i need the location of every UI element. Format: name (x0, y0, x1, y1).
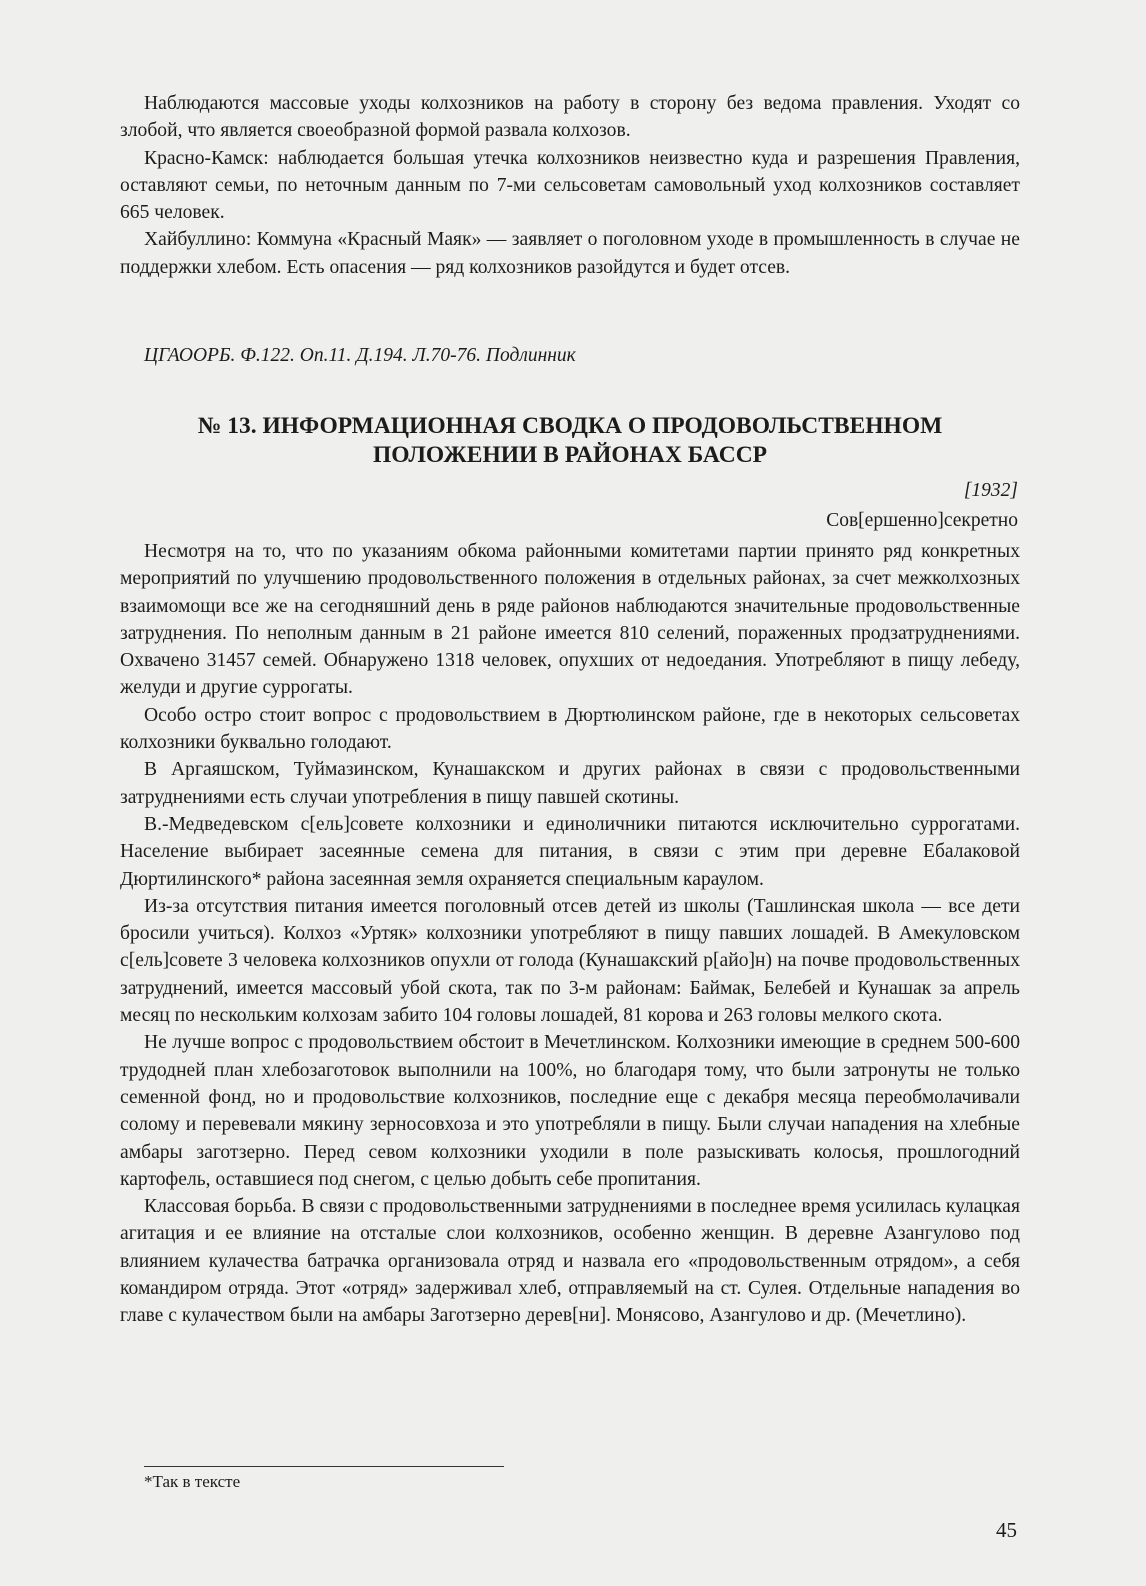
paragraph: Из-за отсутствия питания имеется поголовный отсев детей из школы (Ташлинская школа — все дети бросили учиться). Колхоз «Уртяк» колхозники употребляют в пищу павших лошадей. В Амекуловском с[ель]совете 3 человека колхозников опухли от голода (Кунашакский р[айо]н) на почве продовольственных затруднений, имеется массовый убой скота, так по 3-м районам: Баймак, Белебей и Кунашак за апрель месяц по нескольким колхозам забито 104 головы лошадей, 81 корова и 263 головы мелкого скота. (120, 895, 1020, 1027)
footnote-divider (144, 1466, 504, 1467)
paragraph: Классовая борьба. В связи с продовольственными затруднениями в последнее время усилилась кулацкая агитация и ее влияние на отсталые слои колхозников, особенно женщин. В деревне Азангулово под влиянием кулачества батрачка организовала отряд и назвала его «продовольственным отрядом», а себя командиром отряда. Этот «отряд» задерживал хлеб, отправляемый на ст. Сулея. Отдельные нападения во главе с кулачеством были на амбары Заготзерно дерев[ни]. Монясово, Азангулово и др. (Мечетлино). (120, 1196, 1020, 1327)
document-date: [1932] (963, 480, 1018, 501)
paragraph: Особо остро стоит вопрос с продовольствием в Дюртюлинском районе, где в некоторых сельсоветах колхозники буквально голодают. (120, 704, 1020, 754)
paragraph: В.-Медведевском с[ель]совете колхозники и единоличники питаются исключительно суррогатами. Население выбирает засеянные семена для питания, в связи с этим при деревне Ебалаковой Дюртилинского* района засеянная земля охраняется специальным караулом. (120, 813, 1020, 890)
paragraph: Красно-Камск: наблюдается большая утечка колхозников неизвестно куда и разрешения Правления, оставляют семьи, по неточным данным по 7-ми сельсоветам самовольный уход колхозников составляет 665 человек. (120, 147, 1020, 224)
paragraph: В Аргаяшском, Туймазинском, Кунашакском и других районах в связи с продовольственными затруднениями есть случаи употребления в пищу павшей скотины. (120, 759, 1020, 808)
paragraph: Наблюдаются массовые уходы колхозников на работу в сторону без ведома правления. Уходят со злобой, что является своеобразной формой развала колхозов. (120, 93, 1020, 142)
paragraph: Несмотря на то, что по указаниям обкома районными комитетами партии принято ряд конкретных мероприятий по улучшению продовольственного положения в отдельных районах, за счет межколхозных взаимомощи все же на сегодняшний день в ряде районов наблюдаются значительные продовольственные затруднения. По неполным данным в 21 районе имеется 810 селений, пораженных продзатруднениями. Охвачено 31457 семей. Обнаружено 1318 человек, опухших от недоедания. Употребляют в пищу лебеду, желуди и другие суррогаты. (120, 541, 1020, 699)
intro-text (120, 90, 1020, 281)
heading-line: № 13. ИНФОРМАЦИОННАЯ СВОДКА О ПРОДОВОЛЬСТВЕННОМ (197, 413, 943, 439)
heading-line: ПОЛОЖЕНИИ В РАЙОНАХ БАССР (372, 442, 768, 468)
paragraph: Не лучше вопрос с продовольствием обстоит в Мечетлинском. Колхозники имеющие в среднем 500-600 трудодней план хлебозаготовок выполнили на 100%, но благодаря тому, что были затронуты не только семенной фонд, но и продовольствие колхозников, последние еще с декабря месяца переобмолачивали солому и перевевали мякину зерносовхоза и это употребляли в пищу. Были случаи нападения на хлебные амбары заготзерно. Перед севом колхозники уходили в поле разыскивать колосья, прошлогодний картофель, оставшиеся под снегом, с целью добыть себе пропитания. (120, 1032, 1020, 1190)
paragraph: Хайбуллино: Коммуна «Красный Маяк» — заявляет о поголовном уходе в промышленность в случае не поддержки хлебом. Есть опасения — ряд колхозников разойдутся и будет отсев. (120, 229, 1020, 278)
body-text (120, 538, 1020, 1330)
classification-stamp: Сов[ершенно]секретно (826, 510, 1018, 531)
document-heading (120, 412, 1020, 470)
footnote: *Так в тексте (144, 1472, 241, 1491)
archive-reference: ЦГАООРБ. Ф.122. Оп.11. Д.194. Л.70-76. Подлинник (144, 345, 576, 366)
page-number: 45 (996, 1518, 1017, 1542)
